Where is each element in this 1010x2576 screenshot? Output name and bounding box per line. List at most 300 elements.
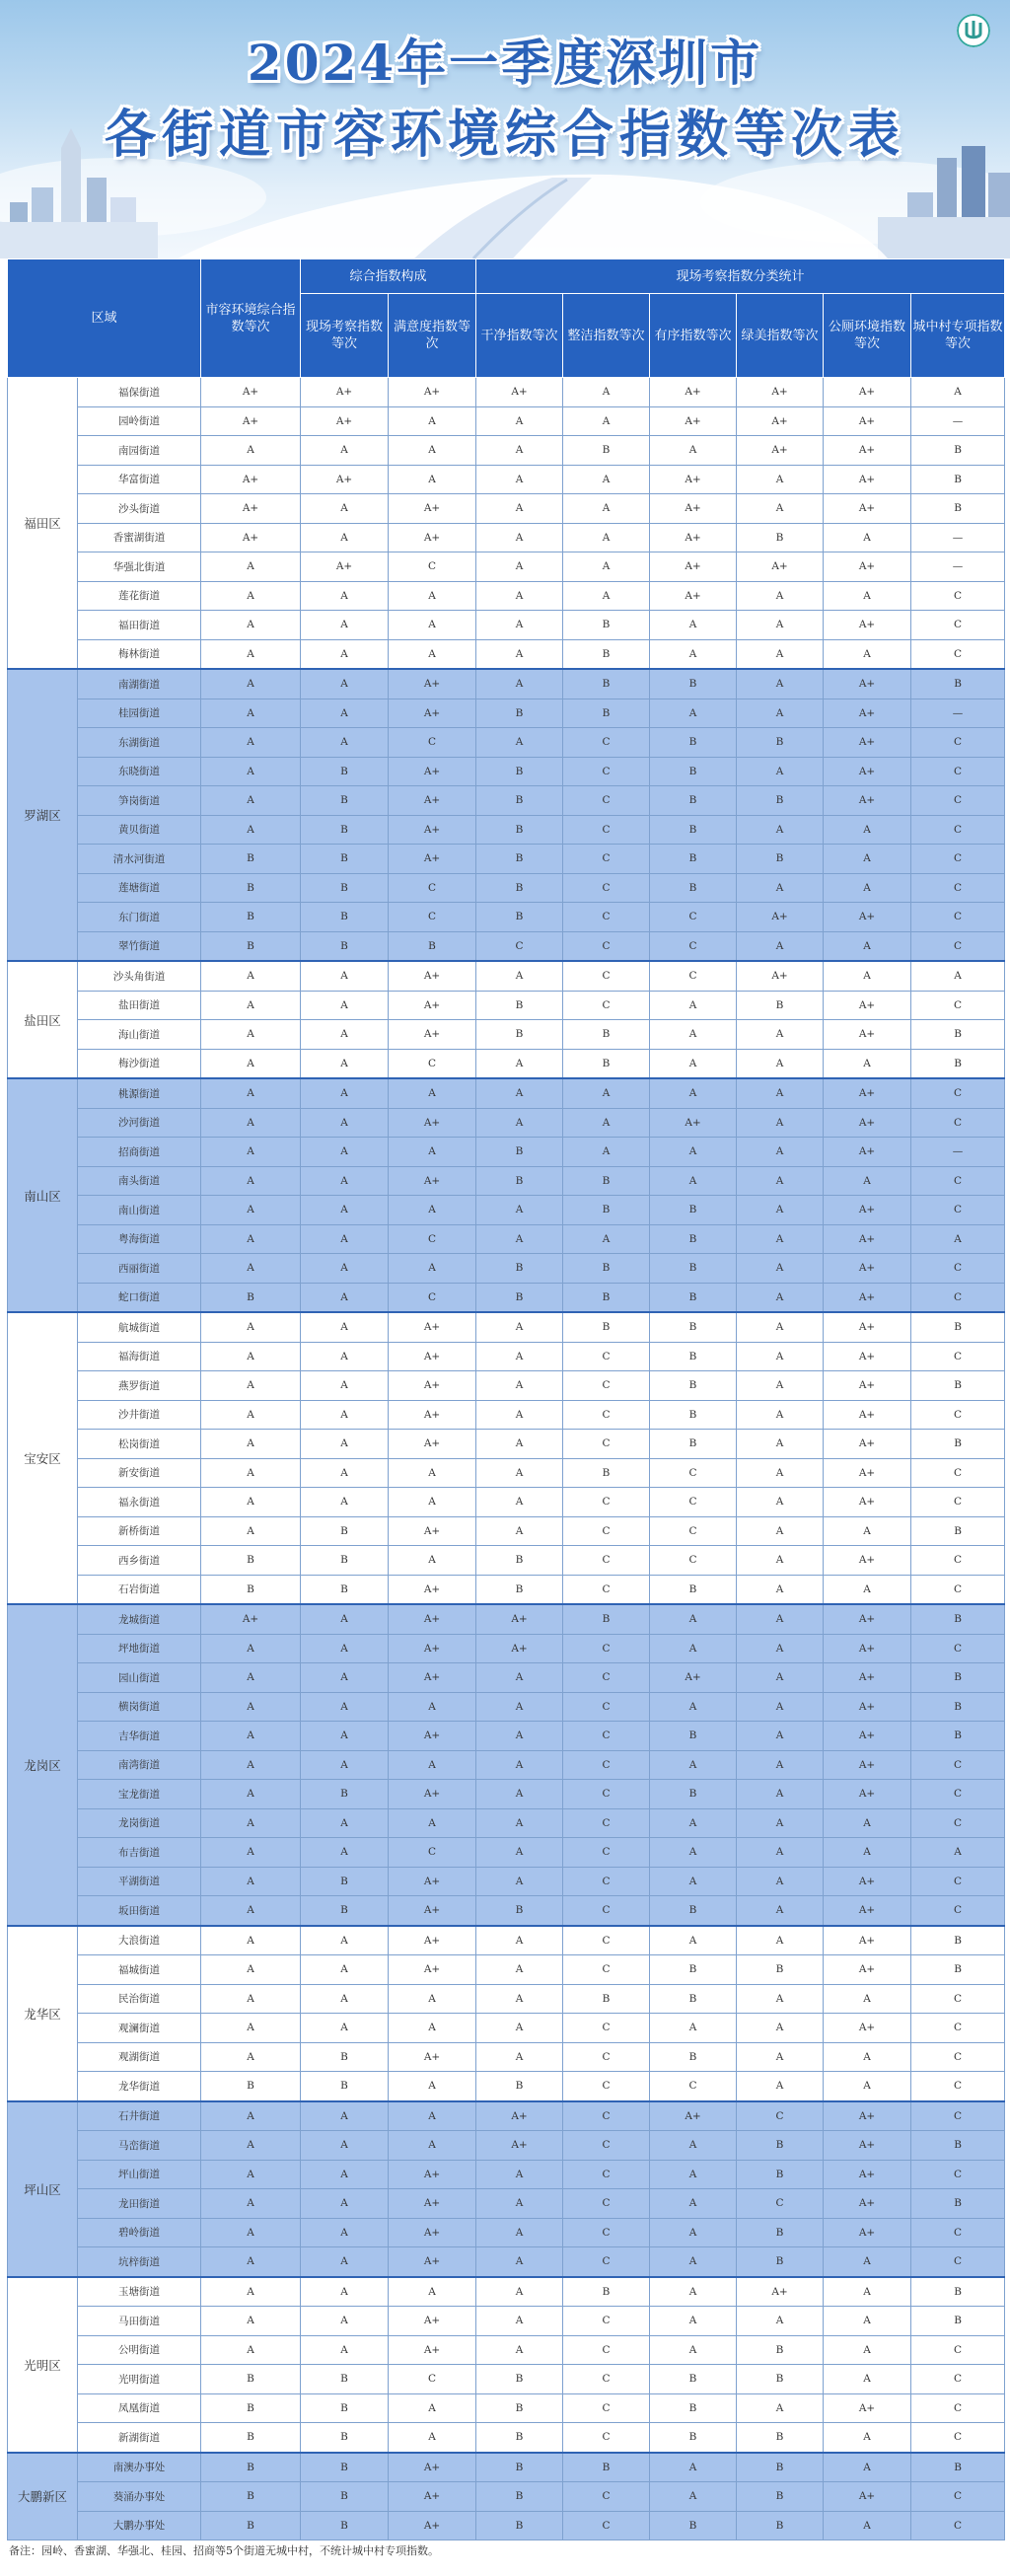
grade-cell: C xyxy=(563,2101,650,2131)
grade-cell: C xyxy=(911,2218,1005,2247)
grade-cell: C xyxy=(911,815,1005,845)
grade-cell: B xyxy=(911,436,1005,466)
grade-cell: C xyxy=(389,1049,476,1078)
grade-cell: A xyxy=(563,1224,650,1254)
grade-cell: A xyxy=(201,1663,301,1693)
grade-cell: A xyxy=(476,1108,563,1138)
grade-cell: A xyxy=(737,2072,824,2101)
grade-cell: A xyxy=(476,728,563,758)
grade-cell: B xyxy=(201,903,301,932)
grade-cell: A xyxy=(737,1049,824,1078)
grade-cell: A xyxy=(737,1722,824,1751)
grade-cell: B xyxy=(476,903,563,932)
grade-cell: C xyxy=(563,2335,650,2365)
street-name: 西丽街道 xyxy=(78,1254,201,1284)
grade-cell: A xyxy=(650,1750,737,1780)
table-row xyxy=(8,436,1005,466)
grade-cell: A+ xyxy=(389,699,476,728)
grade-cell: A+ xyxy=(737,2277,824,2307)
grade-cell: A+ xyxy=(824,1546,911,1576)
grade-cell: A+ xyxy=(824,465,911,494)
grade-cell: A xyxy=(389,1692,476,1722)
table-row xyxy=(8,1780,1005,1809)
grade-cell: A+ xyxy=(476,378,563,407)
grade-cell: B xyxy=(563,2277,650,2307)
table-row xyxy=(8,815,1005,845)
grade-cell: A xyxy=(563,494,650,524)
title-line-2: 各街道市容环境综合指数等次表 xyxy=(104,105,905,165)
grade-cell: A xyxy=(737,1312,824,1342)
grade-cell: B xyxy=(201,2072,301,2101)
grade-cell: A xyxy=(301,1166,389,1196)
street-name: 桂园街道 xyxy=(78,699,201,728)
table-row xyxy=(8,1078,1005,1108)
grade-cell: C xyxy=(911,2423,1005,2453)
grade-cell: B xyxy=(476,2482,563,2512)
grade-cell: A xyxy=(737,1078,824,1108)
street-name: 福海街道 xyxy=(78,1342,201,1371)
grade-cell: C xyxy=(650,931,737,961)
table-row xyxy=(8,2482,1005,2512)
grade-cell: A+ xyxy=(824,1196,911,1225)
table-row xyxy=(8,873,1005,903)
grade-cell: C xyxy=(911,1546,1005,1576)
street-name: 黄贝街道 xyxy=(78,815,201,845)
table-row xyxy=(8,1400,1005,1430)
grade-cell: C xyxy=(911,1342,1005,1371)
district-name: 罗湖区 xyxy=(8,669,78,961)
table-row xyxy=(8,611,1005,640)
grade-cell: A+ xyxy=(824,1138,911,1167)
grade-cell: C xyxy=(911,1867,1005,1896)
grade-cell: C xyxy=(563,1430,650,1459)
grade-cell: A xyxy=(737,1224,824,1254)
grade-cell: A+ xyxy=(824,2014,911,2043)
grade-cell: A xyxy=(201,1430,301,1459)
street-name: 粤海街道 xyxy=(78,1224,201,1254)
grade-cell: A xyxy=(563,1108,650,1138)
header-composite-group: 综合指数构成 xyxy=(301,259,476,294)
street-name: 莲塘街道 xyxy=(78,873,201,903)
grade-cell: A xyxy=(737,1516,824,1546)
grade-cell: C xyxy=(650,1546,737,1576)
grade-cell: C xyxy=(476,931,563,961)
table-row xyxy=(8,1224,1005,1254)
street-name: 平湖街道 xyxy=(78,1867,201,1896)
street-name: 新湖街道 xyxy=(78,2423,201,2453)
grade-cell: B xyxy=(911,1516,1005,1546)
grade-cell: A xyxy=(301,1926,389,1955)
grade-cell: A xyxy=(824,1166,911,1196)
grade-cell: B xyxy=(301,2511,389,2540)
grade-cell: A+ xyxy=(389,1663,476,1693)
grade-cell: B xyxy=(476,815,563,845)
grade-cell: C xyxy=(389,1224,476,1254)
grade-cell: A+ xyxy=(201,465,301,494)
grade-cell: A+ xyxy=(650,2101,737,2131)
grade-cell: A xyxy=(301,523,389,552)
grade-cell: A+ xyxy=(824,1750,911,1780)
grade-cell: A+ xyxy=(824,757,911,786)
grade-cell: B xyxy=(737,523,824,552)
grade-cell: A xyxy=(201,2247,301,2277)
grade-cell: C xyxy=(563,786,650,816)
grade-cell: C xyxy=(389,552,476,582)
grade-cell: A+ xyxy=(737,961,824,991)
grade-cell: B xyxy=(389,931,476,961)
grade-cell: C xyxy=(563,845,650,874)
grade-cell: A xyxy=(301,611,389,640)
grade-cell: A xyxy=(737,1750,824,1780)
street-name: 园山街道 xyxy=(78,1663,201,1693)
grade-cell: A xyxy=(301,1692,389,1722)
grade-cell: A xyxy=(824,639,911,669)
grade-cell: A xyxy=(201,1020,301,1050)
grade-cell: A xyxy=(301,2247,389,2277)
grade-cell: A xyxy=(476,1078,563,1108)
grade-cell: A+ xyxy=(824,991,911,1020)
grade-cell: C xyxy=(563,1692,650,1722)
grade-cell: A xyxy=(824,2072,911,2101)
grade-cell: A xyxy=(737,669,824,699)
grade-cell: A+ xyxy=(389,669,476,699)
grade-cell: B xyxy=(476,1138,563,1167)
grade-cell: A+ xyxy=(824,2160,911,2189)
grade-cell: A xyxy=(476,494,563,524)
grade-cell: A xyxy=(201,2101,301,2131)
grade-cell: A xyxy=(650,1838,737,1868)
grade-cell: A+ xyxy=(824,1955,911,1985)
street-name: 葵涌办事处 xyxy=(78,2482,201,2512)
grade-cell: C xyxy=(911,728,1005,758)
grade-cell: C xyxy=(563,1926,650,1955)
grade-cell: A+ xyxy=(389,2042,476,2072)
grade-cell: C xyxy=(563,1867,650,1896)
street-name: 盐田街道 xyxy=(78,991,201,1020)
grade-cell: A+ xyxy=(389,1342,476,1371)
grade-cell: A+ xyxy=(650,494,737,524)
grade-cell: B xyxy=(301,2453,389,2482)
table-row xyxy=(8,581,1005,611)
street-name: 园岭街道 xyxy=(78,406,201,436)
grade-cell: A xyxy=(650,2189,737,2219)
grade-cell: A xyxy=(201,1926,301,1955)
grade-cell: C xyxy=(563,1750,650,1780)
table-row xyxy=(8,2393,1005,2423)
grade-cell: A xyxy=(201,728,301,758)
grade-cell: A+ xyxy=(824,1342,911,1371)
grade-cell: B xyxy=(911,1692,1005,1722)
grade-cell: B xyxy=(563,699,650,728)
grade-cell: C xyxy=(563,1575,650,1604)
grade-cell: C xyxy=(563,1955,650,1985)
grade-cell: B xyxy=(563,1196,650,1225)
grade-cell: A+ xyxy=(389,523,476,552)
grade-cell: B xyxy=(201,873,301,903)
table-row xyxy=(8,1604,1005,1634)
grade-cell: B xyxy=(476,2511,563,2540)
grade-table xyxy=(7,258,1005,2540)
grade-cell: A xyxy=(824,581,911,611)
street-name: 宝龙街道 xyxy=(78,1780,201,1809)
street-name: 华富街道 xyxy=(78,465,201,494)
grade-cell: C xyxy=(563,1808,650,1838)
grade-cell: A xyxy=(301,991,389,1020)
grade-cell: C xyxy=(650,903,737,932)
grade-cell: A+ xyxy=(389,1722,476,1751)
grade-cell: A xyxy=(476,669,563,699)
grade-cell: A xyxy=(476,2160,563,2189)
grade-cell: B xyxy=(737,2218,824,2247)
grade-cell: A+ xyxy=(824,2393,911,2423)
header-satisfaction: 满意度指数等次 xyxy=(389,294,476,378)
grade-cell: A xyxy=(201,1166,301,1196)
grade-cell: A xyxy=(650,1138,737,1167)
grade-cell: B xyxy=(911,1371,1005,1401)
grade-cell: A xyxy=(476,1750,563,1780)
grade-cell: B xyxy=(301,845,389,874)
grade-cell: A xyxy=(389,2072,476,2101)
street-name: 民治街道 xyxy=(78,1984,201,2014)
grade-cell: A xyxy=(389,465,476,494)
table-row xyxy=(8,2453,1005,2482)
grade-cell: A xyxy=(201,2014,301,2043)
table-row xyxy=(8,1575,1005,1604)
grade-cell: A xyxy=(301,1224,389,1254)
grade-cell: A xyxy=(737,1138,824,1167)
grade-cell: A+ xyxy=(201,1604,301,1634)
street-name: 坂田街道 xyxy=(78,1896,201,1926)
street-name: 松岗街道 xyxy=(78,1430,201,1459)
title-line-1: 2024年一季度深圳市 xyxy=(247,34,763,92)
grade-cell: A xyxy=(201,436,301,466)
table-row xyxy=(8,1692,1005,1722)
grade-cell: B xyxy=(201,1546,301,1576)
grade-cell: A xyxy=(650,2482,737,2512)
grade-cell: A+ xyxy=(476,1634,563,1663)
grade-cell: A xyxy=(476,1926,563,1955)
grade-cell: B xyxy=(301,815,389,845)
grade-cell: A xyxy=(389,1546,476,1576)
grade-cell: B xyxy=(911,465,1005,494)
grade-cell: A xyxy=(476,2335,563,2365)
grade-cell: C xyxy=(911,1750,1005,1780)
grade-cell: A+ xyxy=(824,1692,911,1722)
grade-cell: A xyxy=(389,581,476,611)
grade-cell: A xyxy=(737,1780,824,1809)
grade-cell: A xyxy=(650,2247,737,2277)
table-row xyxy=(8,1896,1005,1926)
grade-cell: A xyxy=(476,465,563,494)
table-row xyxy=(8,1516,1005,1546)
grade-cell: B xyxy=(563,1984,650,2014)
table-row xyxy=(8,1926,1005,1955)
table-row xyxy=(8,1750,1005,1780)
grade-cell: C xyxy=(563,2189,650,2219)
grade-cell: B xyxy=(563,669,650,699)
street-name: 龙岗街道 xyxy=(78,1808,201,1838)
street-name: 观澜街道 xyxy=(78,2014,201,2043)
grade-cell: A xyxy=(476,2247,563,2277)
grade-cell: A xyxy=(737,611,824,640)
grade-cell: B xyxy=(476,2393,563,2423)
grade-cell: A+ xyxy=(201,406,301,436)
grade-cell: A xyxy=(737,1166,824,1196)
grade-cell: C xyxy=(911,2511,1005,2540)
grade-cell: C xyxy=(389,1838,476,1868)
grade-cell: C xyxy=(911,1634,1005,1663)
grade-cell: B xyxy=(737,2247,824,2277)
grade-cell: A+ xyxy=(824,1488,911,1517)
street-name: 海山街道 xyxy=(78,1020,201,1050)
grade-cell: B xyxy=(737,2482,824,2512)
grade-cell: B xyxy=(650,757,737,786)
grade-cell: B xyxy=(650,1780,737,1809)
grade-cell: C xyxy=(911,1808,1005,1838)
grade-cell: B xyxy=(301,1516,389,1546)
grade-cell: C xyxy=(911,1196,1005,1225)
grade-cell: A+ xyxy=(650,406,737,436)
grade-cell: A xyxy=(737,465,824,494)
grade-cell: A xyxy=(824,1984,911,2014)
grade-cell: A xyxy=(737,581,824,611)
grade-cell: A xyxy=(476,1808,563,1838)
grade-cell: A+ xyxy=(824,494,911,524)
grade-cell: A+ xyxy=(389,2247,476,2277)
grade-cell: B xyxy=(476,699,563,728)
street-name: 大鹏办事处 xyxy=(78,2511,201,2540)
grade-cell: A+ xyxy=(824,1254,911,1284)
grade-cell: C xyxy=(911,903,1005,932)
grade-cell: A+ xyxy=(201,494,301,524)
grade-cell: C xyxy=(563,2423,650,2453)
grade-cell: A xyxy=(389,1196,476,1225)
grade-cell: A xyxy=(650,2277,737,2307)
grade-cell: A+ xyxy=(824,1108,911,1138)
table-row xyxy=(8,2247,1005,2277)
grade-cell: A xyxy=(476,1196,563,1225)
grade-cell: A xyxy=(201,1516,301,1546)
grade-cell: A xyxy=(737,1458,824,1488)
street-name: 沙头街道 xyxy=(78,494,201,524)
grade-cell: A xyxy=(650,1867,737,1896)
grade-cell: A+ xyxy=(389,2160,476,2189)
grade-cell: B xyxy=(301,2482,389,2512)
grade-cell: A xyxy=(824,1838,911,1868)
grade-cell: A xyxy=(389,1078,476,1108)
grade-cell: A xyxy=(301,2307,389,2336)
grade-cell: A xyxy=(737,1546,824,1576)
grade-cell: A xyxy=(476,2014,563,2043)
grade-cell: A xyxy=(824,1808,911,1838)
grade-cell: A xyxy=(737,1634,824,1663)
table-row xyxy=(8,1663,1005,1693)
grade-cell: A xyxy=(650,639,737,669)
grade-cell: A+ xyxy=(650,552,737,582)
table-row xyxy=(8,1312,1005,1342)
grade-cell: A+ xyxy=(824,699,911,728)
grade-cell: B xyxy=(911,494,1005,524)
table-row xyxy=(8,931,1005,961)
grade-cell: C xyxy=(911,1078,1005,1108)
grade-cell: A+ xyxy=(389,1896,476,1926)
grade-cell: A xyxy=(389,1488,476,1517)
grade-cell: C xyxy=(563,1722,650,1751)
street-name: 梅沙街道 xyxy=(78,1049,201,1078)
grade-cell: C xyxy=(563,2160,650,2189)
district-name: 宝安区 xyxy=(8,1312,78,1604)
grade-cell: A+ xyxy=(824,552,911,582)
grade-cell: A xyxy=(824,815,911,845)
grade-cell: A xyxy=(201,1224,301,1254)
grade-cell: B xyxy=(650,2042,737,2072)
grade-cell: A+ xyxy=(824,2482,911,2512)
grade-cell: A+ xyxy=(476,2131,563,2161)
table-row xyxy=(8,1955,1005,1985)
street-name: 东门街道 xyxy=(78,903,201,932)
table-row xyxy=(8,1108,1005,1138)
table-row xyxy=(8,1838,1005,1868)
grade-cell: B xyxy=(650,1371,737,1401)
grade-cell: A+ xyxy=(737,552,824,582)
grade-cell: A xyxy=(201,1896,301,1926)
grade-cell: B xyxy=(737,728,824,758)
grade-cell: C xyxy=(650,1516,737,1546)
street-name: 翠竹街道 xyxy=(78,931,201,961)
grade-cell: A xyxy=(201,2160,301,2189)
grade-cell: A xyxy=(301,1342,389,1371)
grade-cell: A xyxy=(911,1224,1005,1254)
grade-cell: B xyxy=(737,2160,824,2189)
table-row xyxy=(8,2307,1005,2336)
grade-cell: B xyxy=(476,1166,563,1196)
grade-cell: A xyxy=(201,1078,301,1108)
table-row xyxy=(8,2423,1005,2453)
grade-cell: B xyxy=(301,2393,389,2423)
grade-cell: A xyxy=(650,2014,737,2043)
grade-cell: A+ xyxy=(824,1634,911,1663)
grade-cell: B xyxy=(563,639,650,669)
grade-cell: A xyxy=(201,1984,301,2014)
table-row xyxy=(8,845,1005,874)
grade-cell: A xyxy=(301,494,389,524)
grade-cell: A xyxy=(301,1283,389,1312)
grade-cell: B xyxy=(476,1575,563,1604)
street-name: 马田街道 xyxy=(78,2307,201,2336)
grade-cell: A xyxy=(824,1575,911,1604)
street-name: 燕罗街道 xyxy=(78,1371,201,1401)
grade-cell: B xyxy=(650,1430,737,1459)
grade-cell: A xyxy=(389,639,476,669)
grade-cell: A xyxy=(201,1400,301,1430)
grade-cell: B xyxy=(201,1283,301,1312)
street-name: 莲花街道 xyxy=(78,581,201,611)
grade-cell: A+ xyxy=(824,1224,911,1254)
grade-cell: — xyxy=(911,523,1005,552)
grade-cell: A xyxy=(301,1430,389,1459)
grade-cell: A xyxy=(301,1138,389,1167)
grade-cell: A xyxy=(201,639,301,669)
grade-cell: C xyxy=(911,2042,1005,2072)
table-row xyxy=(8,406,1005,436)
grade-cell: C xyxy=(911,2014,1005,2043)
table-row xyxy=(8,2218,1005,2247)
grade-cell: A+ xyxy=(824,1458,911,1488)
grade-cell: C xyxy=(911,1896,1005,1926)
grade-cell: A xyxy=(389,1254,476,1284)
grade-cell: A xyxy=(650,436,737,466)
grade-cell: A+ xyxy=(824,378,911,407)
